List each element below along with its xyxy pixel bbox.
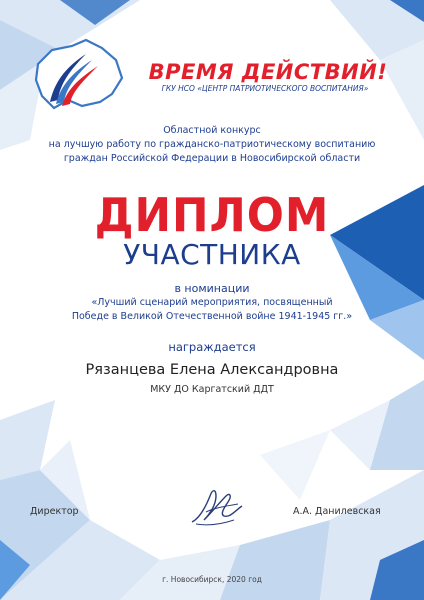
diploma-subtitle: УЧАСТНИКА [123,238,301,271]
awarded-label: награждается [168,340,256,354]
place-year: г. Новосибирск, 2020 год [162,575,262,584]
nomination-line-2: Победе в Великой Отечественной войне 1941-1945 гг.» [71,311,353,322]
recipient-organization: МКУ ДО Каргатский ДДТ [150,384,274,395]
signatory-role: Директор [30,506,79,517]
brand-subtitle: ГКУ НСО «ЦЕНТР ПАТРИОТИЧЕСКОГО ВОСПИТАНИЯ» [161,84,369,93]
nomination-line-1: «Лучший сценарий мероприятия, посвященный [91,297,333,308]
diploma-title: ДИПЛОМ [94,188,330,242]
signatory-name: А.А. Данилевская [293,506,381,517]
contest-line-1: Областной конкурс [163,125,261,136]
nomination-name [30,296,394,324]
nomination-label: в номинации [174,282,250,295]
contest-line-3: граждан Российской Федерации в Новосибирской области [63,153,361,164]
contest-description [30,124,394,166]
recipient-name: Рязанцева Елена Александровна [85,362,339,378]
contest-line-2: на лучшую работу по гражданско-патриотическому воспитанию [48,139,376,150]
handwritten-signature [186,482,248,530]
brand-title: ВРЕМЯ ДЕЙСТВИЙ! [148,60,388,84]
novosibirsk-region-flag-logo-icon [28,36,128,116]
